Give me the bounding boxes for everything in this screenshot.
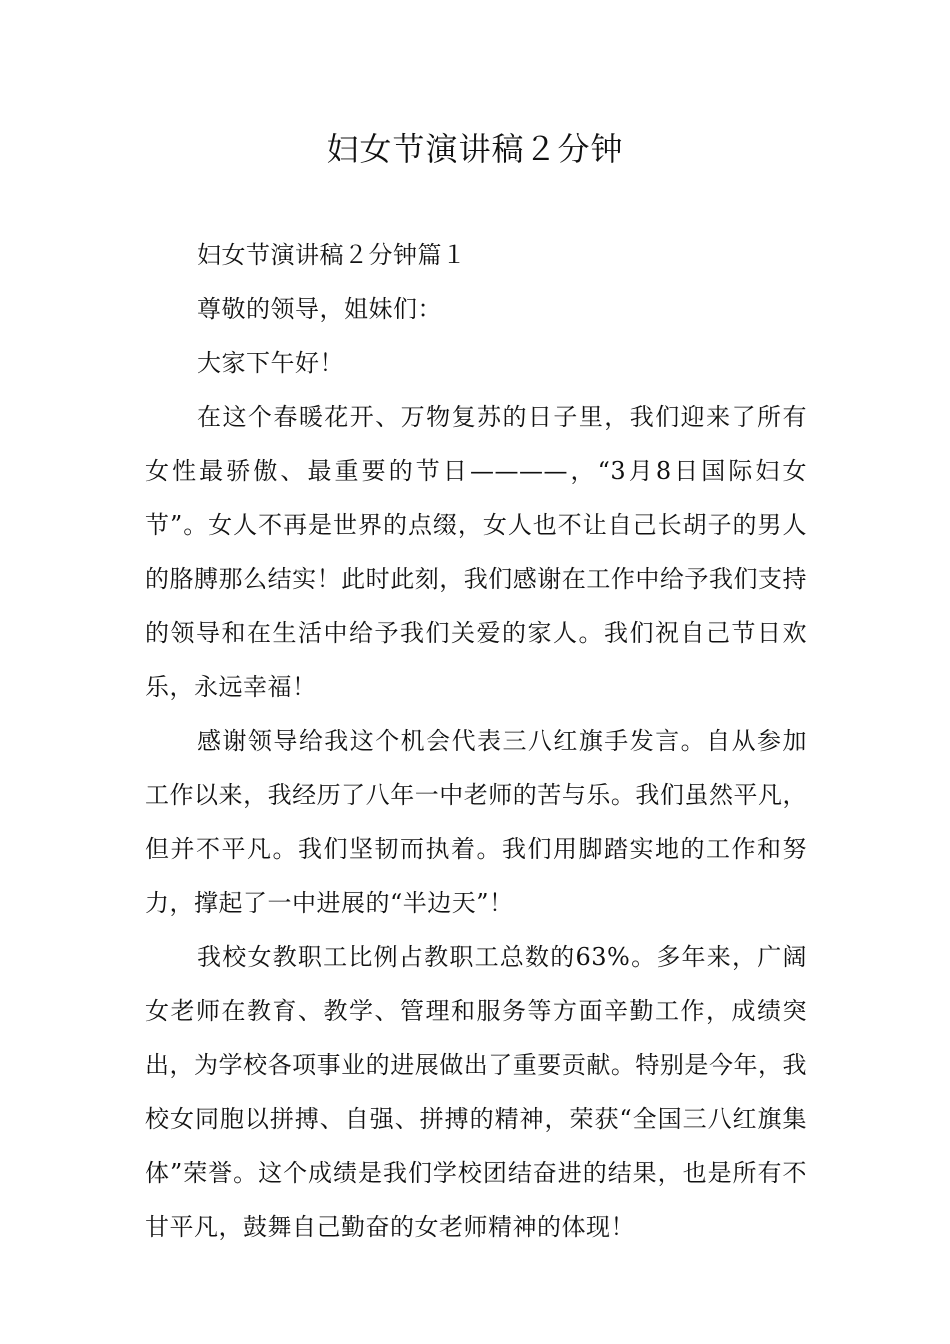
paragraph: 我校女教职工比例占教职工总数的63%。多年来，广阔女老师在教育、教学、管理和服务等方面辛勤工作，成绩突出，为学校各项事业的进展做出了重要贡献。特别是今年，我校女同胞以拼搏、自强、拼搏的精神，荣获“全国三八红旗集体”荣誉。这个成绩是我们学校团结奋进的结果，也是所有不甘平凡，鼓舞自己勤奋的女老师精神的体现！ (145, 943, 807, 1241)
greeting: 大家下午好！ (197, 349, 344, 377)
document-title: 妇女节演讲稿２分钟 (326, 130, 624, 168)
section-heading: 妇女节演讲稿２分钟篇１ (197, 241, 467, 269)
paragraph: 在这个春暖花开、万物复苏的日子里，我们迎来了所有女性最骄傲、最重要的节日————，“3月8日国际妇女节”。女人不再是世界的点缀，女人也不让自己长胡子的男人的胳膊那么结实！此时此刻，我们感谢在工作中给予我们支持的领导和在生活中给予我们关爱的家人。我们祝自己节日欢乐，永远幸福！ (145, 403, 807, 701)
salutation: 尊敬的领导，姐妹们： (197, 295, 442, 323)
paragraph: 感谢领导给我这个机会代表三八红旗手发言。自从参加工作以来，我经历了八年一中老师的苦与乐。我们虽然平凡，但并不平凡。我们坚韧而执着。我们用脚踏实地的工作和努力，撑起了一中进展的“半边天”！ (145, 727, 807, 917)
document-body (145, 228, 807, 1254)
